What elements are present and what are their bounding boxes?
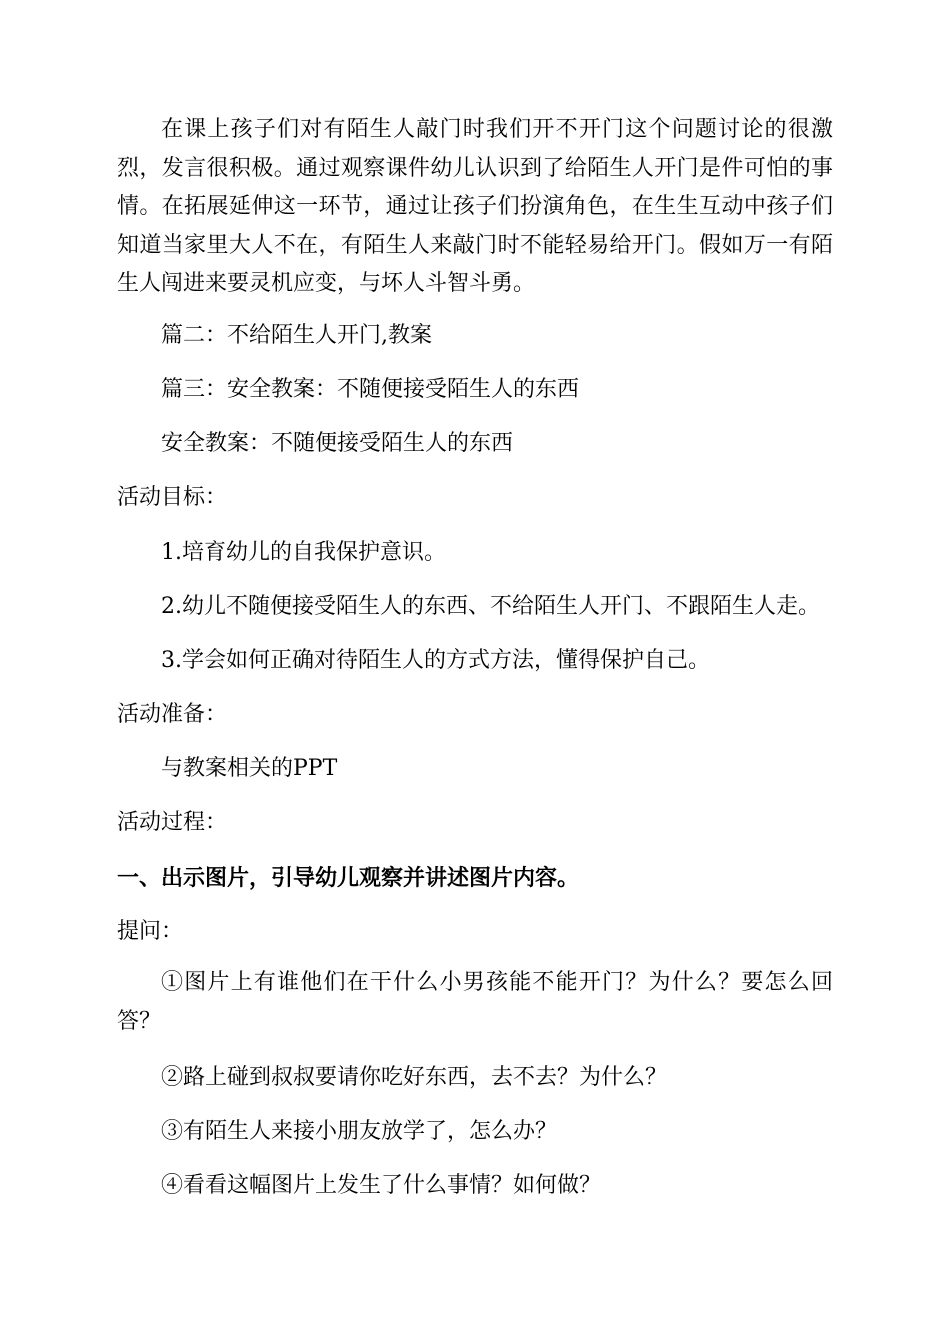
question-item: ①图片上有谁他们在干什么小男孩能不能开门？为什么？要怎么回答？	[117, 970, 833, 1034]
step1-heading: 一、出示图片，引导幼儿观察并讲述图片内容。	[117, 865, 580, 891]
question-item: ②路上碰到叔叔要请你吃好东西，去不去？为什么？	[161, 1065, 668, 1090]
goal-item: 2.幼儿不随便接受陌生人的东西、不给陌生人开门、不跟陌生人走。	[161, 594, 820, 619]
lesson-title: 安全教案：不随便接受陌生人的东西	[161, 431, 514, 456]
process-heading: 活动过程：	[117, 810, 228, 835]
prep-item: 与教案相关的PPT	[161, 756, 338, 781]
goals-heading: 活动目标：	[117, 485, 228, 510]
goal-item: 3.学会如何正确对待陌生人的方式方法，懂得保护自己。	[161, 648, 710, 673]
intro-paragraph: 在课上孩子们对有陌生人敲门时我们开不开门这个问题讨论的很激烈，发言很积极。通过观察课件幼儿认识到了给陌生人开门是件可怕的事情。在拓展延伸这一环节，通过让孩子们扮演角色，在生生互动中孩子们知道当家里大人不在，有陌生人来敲门时不能轻易给开门。假如万一有陌生人闯进来要灵机应变，与坏人斗智斗勇。	[117, 117, 833, 296]
prep-heading: 活动准备：	[117, 702, 228, 727]
goal-item: 1.培育幼儿的自我保护意识。	[161, 540, 446, 565]
part3-title: 篇三：安全教案：不随便接受陌生人的东西	[161, 377, 580, 402]
question-item: ④看看这幅图片上发生了什么事情？如何做？	[161, 1173, 602, 1198]
question-item: ③有陌生人来接小朋友放学了，怎么办？	[161, 1119, 558, 1144]
questions-heading: 提问：	[117, 919, 184, 944]
part2-title: 篇二：不给陌生人开门,教案	[161, 323, 432, 348]
